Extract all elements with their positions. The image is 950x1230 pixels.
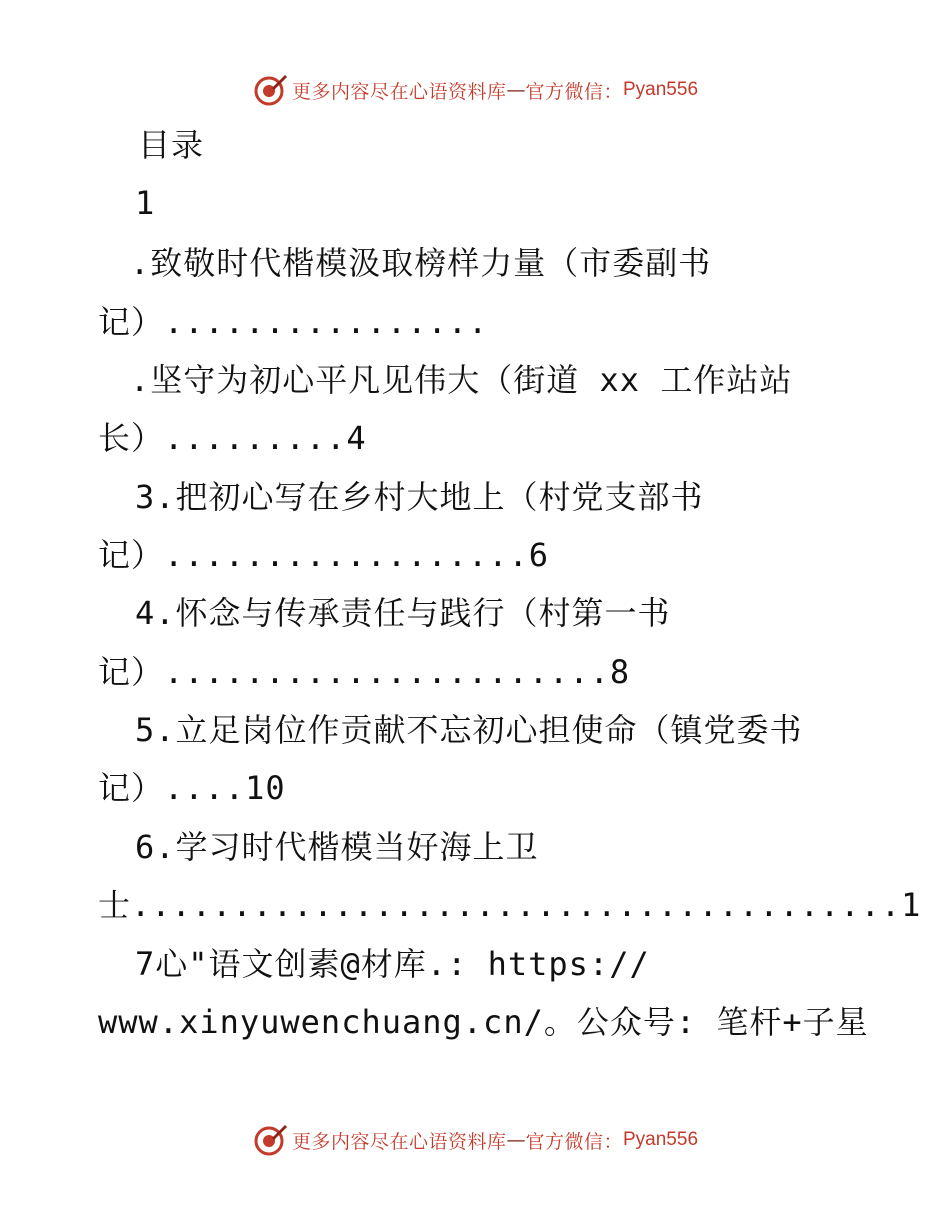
toc-line: 7心"语文创素@材库.: https:// xyxy=(135,945,650,983)
toc-line: .致敬时代楷模汲取榜样力量（市委副书 xyxy=(130,244,712,282)
toc-line: 1 xyxy=(135,184,156,222)
toc-line: 记）......................8 xyxy=(98,653,631,691)
footer-watermark xyxy=(0,1120,950,1160)
header-watermark xyxy=(0,70,950,110)
banner-text: 更多内容尽在心语资料库 xyxy=(291,80,507,103)
toc-line: 3.把初心写在乡村大地上（村党支部书 xyxy=(135,478,704,516)
toc-line: 长）.........4 xyxy=(98,419,367,457)
toc-title: 目录 xyxy=(138,126,205,164)
toc-line: 记）................ xyxy=(98,303,489,341)
toc-line: 记）....10 xyxy=(98,769,286,807)
banner-wechat-label: 官方微信： xyxy=(525,80,623,103)
banner-separator: — xyxy=(506,1129,526,1151)
banner-wechat-label: 官方微信： xyxy=(525,1130,623,1153)
toc-line: 记）..................6 xyxy=(98,536,550,574)
banner-wechat-id: Pyan556 xyxy=(623,1129,699,1150)
pen-logo-icon xyxy=(252,1122,288,1158)
banner-wechat-id: Pyan556 xyxy=(623,79,699,100)
toc-line: www.xinyuwenchuang.cn/。公众号: 笔杆+子星 xyxy=(98,1003,869,1041)
toc-line: .坚守为初心平凡见伟大（街道 xx 工作站站 xyxy=(130,361,793,399)
banner-text: 更多内容尽在心语资料库 xyxy=(291,1130,507,1153)
toc-line: 士......................................1 xyxy=(98,886,922,924)
banner-separator: — xyxy=(506,79,526,101)
toc-line: 5.立足岗位作贡献不忘初心担使命（镇党委书 xyxy=(135,711,803,749)
toc-line: 4.怀念与传承责任与践行（村第一书 xyxy=(135,594,671,632)
pen-logo-icon xyxy=(252,72,288,108)
toc-line: 6.学习时代楷模当好海上卫 xyxy=(135,828,539,866)
